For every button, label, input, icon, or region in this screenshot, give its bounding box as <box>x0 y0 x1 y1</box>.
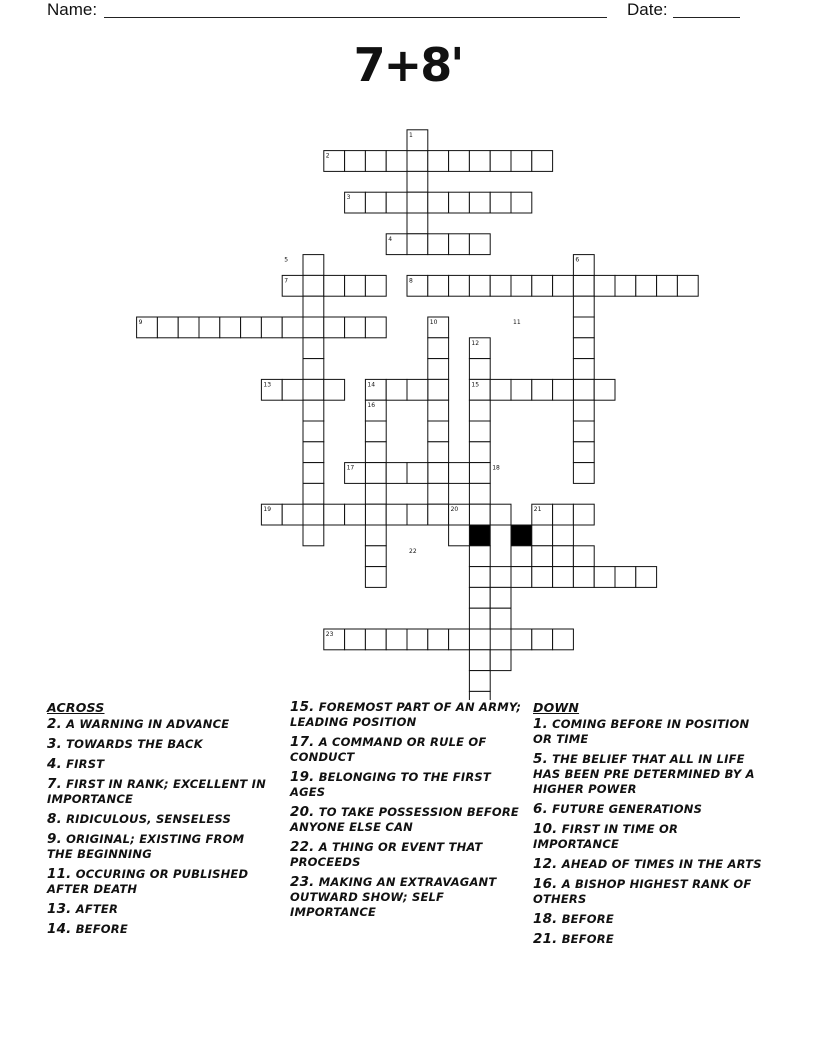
grid-cell[interactable] <box>303 442 324 463</box>
grid-cell[interactable] <box>407 213 428 234</box>
grid-cell[interactable] <box>469 421 490 442</box>
grid-cell[interactable] <box>553 275 574 296</box>
name-label: Name: <box>47 0 98 19</box>
clue-number: 20. <box>290 804 315 820</box>
grid-cell[interactable] <box>553 379 574 400</box>
grid-cell[interactable] <box>303 421 324 442</box>
grid-cell[interactable] <box>428 463 449 484</box>
clue-number: 7. <box>47 776 62 792</box>
clue-9 <box>47 832 272 862</box>
clue-number: 18. <box>533 911 558 927</box>
grid-cell[interactable] <box>386 463 407 484</box>
grid-cell[interactable] <box>220 317 241 338</box>
grid-cell[interactable] <box>178 317 199 338</box>
cell-number-20: 20 <box>450 506 459 514</box>
grid-cell[interactable] <box>490 587 511 608</box>
clue-text: A COMMAND OR RULE OF CONDUCT <box>290 735 487 764</box>
clue-number: 12. <box>533 856 558 872</box>
clue-3 <box>47 737 272 752</box>
grid-cell[interactable] <box>469 504 490 525</box>
grid-cell[interactable] <box>449 234 470 255</box>
cell-number-2: 2 <box>325 152 330 160</box>
clue-19 <box>290 770 525 800</box>
clue-text: BEFORE <box>557 932 614 946</box>
grid-cell[interactable] <box>407 463 428 484</box>
clue-10 <box>533 822 763 852</box>
grid-cell[interactable] <box>573 567 594 588</box>
clue-text: TO TAKE POSSESSION BEFORE ANYONE ELSE CAN <box>290 805 519 834</box>
grid-cell[interactable] <box>573 338 594 359</box>
grid-cell[interactable] <box>386 504 407 525</box>
grid-cell[interactable] <box>677 275 698 296</box>
grid-cell[interactable] <box>490 275 511 296</box>
grid-cell[interactable] <box>511 546 532 567</box>
grid-cell[interactable] <box>303 379 324 400</box>
grid-cell[interactable] <box>365 546 386 567</box>
cell-number-6: 6 <box>575 256 580 264</box>
clue-23 <box>290 875 525 920</box>
grid-cell[interactable] <box>615 275 636 296</box>
grid-cell[interactable] <box>261 317 282 338</box>
grid-cell[interactable] <box>532 379 553 400</box>
grid-cell[interactable] <box>532 275 553 296</box>
grid-cell[interactable] <box>345 317 366 338</box>
grid-cell[interactable] <box>365 421 386 442</box>
clue-number: 5. <box>533 751 548 767</box>
cell-number-5: 5 <box>284 256 289 264</box>
grid-cell[interactable] <box>365 463 386 484</box>
grid-cell[interactable] <box>428 338 449 359</box>
grid-cell[interactable] <box>449 525 470 546</box>
grid-cell[interactable] <box>303 255 324 276</box>
grid-cell[interactable] <box>303 275 324 296</box>
grid-cell[interactable] <box>469 483 490 504</box>
grid-cell[interactable] <box>386 629 407 650</box>
clue-text: A THING OR EVENT THAT PROCEEDS <box>290 840 483 869</box>
cell-number-21: 21 <box>533 506 542 514</box>
clue-1 <box>533 717 763 747</box>
clue-text: A WARNING IN ADVANCE <box>61 717 230 731</box>
grid-cell[interactable] <box>365 317 386 338</box>
clue-8 <box>47 812 272 827</box>
grid-cell[interactable] <box>428 442 449 463</box>
grid-cell[interactable] <box>428 379 449 400</box>
grid-cell[interactable] <box>511 151 532 172</box>
grid-cell[interactable] <box>303 483 324 504</box>
grid-cell[interactable] <box>365 629 386 650</box>
clues-column-1 <box>47 700 272 942</box>
grid-cell[interactable] <box>449 192 470 213</box>
clue-2 <box>47 717 272 732</box>
clue-7 <box>47 777 272 807</box>
grid-cell[interactable] <box>407 171 428 192</box>
grid-cell[interactable] <box>657 275 678 296</box>
grid-cell[interactable] <box>573 275 594 296</box>
grid-cell[interactable] <box>324 317 345 338</box>
grid-cell[interactable] <box>469 629 490 650</box>
clues-column-2 <box>290 700 525 925</box>
grid-cell[interactable] <box>365 275 386 296</box>
clue-21 <box>533 932 763 947</box>
cell-number-22: 22 <box>409 547 417 555</box>
grid-cell[interactable] <box>324 379 345 400</box>
grid-cell[interactable] <box>573 317 594 338</box>
clue-number: 1. <box>533 716 548 732</box>
clue-number: 9. <box>47 831 62 847</box>
grid-cell[interactable] <box>407 234 428 255</box>
clue-number: 22. <box>290 839 315 855</box>
grid-cell[interactable] <box>490 192 511 213</box>
grid-cell[interactable] <box>553 546 574 567</box>
grid-cell[interactable] <box>573 546 594 567</box>
clue-4 <box>47 757 272 772</box>
grid-cell[interactable] <box>469 650 490 671</box>
grid-cell[interactable] <box>490 608 511 629</box>
grid-cell[interactable] <box>511 192 532 213</box>
grid-cell[interactable] <box>511 379 532 400</box>
clue-number: 6. <box>533 801 548 817</box>
cell-number-23: 23 <box>325 631 334 638</box>
clue-text: FIRST <box>61 757 105 771</box>
clue-number: 13. <box>47 901 72 917</box>
grid-cell[interactable] <box>573 296 594 317</box>
clue-20 <box>290 805 525 835</box>
grid-cell[interactable] <box>469 400 490 421</box>
grid-cell[interactable] <box>282 504 303 525</box>
grid-cell[interactable] <box>282 317 303 338</box>
grid-cell[interactable] <box>386 192 407 213</box>
grid-cell[interactable] <box>365 192 386 213</box>
grid-cell[interactable] <box>428 629 449 650</box>
grid-cell[interactable] <box>490 504 511 525</box>
grid-cell[interactable] <box>490 379 511 400</box>
clue-11 <box>47 867 272 897</box>
grid-cell[interactable] <box>303 296 324 317</box>
down-heading: DOWN <box>533 700 580 715</box>
clue-text: FIRST IN RANK; EXCELLENT IN IMPORTANCE <box>47 777 266 806</box>
grid-cell[interactable] <box>365 483 386 504</box>
clue-text: FUTURE GENERATIONS <box>547 802 703 816</box>
grid-cell[interactable] <box>594 567 615 588</box>
grid-cell[interactable] <box>303 463 324 484</box>
clue-text: ORIGINAL; EXISTING FROM THE BEGINNING <box>47 832 245 861</box>
grid-cell[interactable] <box>469 442 490 463</box>
grid-cell[interactable] <box>469 463 490 484</box>
grid-cell[interactable] <box>532 525 553 546</box>
grid-cell[interactable] <box>449 275 470 296</box>
cell-number-12: 12 <box>471 339 480 347</box>
grid-cell[interactable] <box>469 546 490 567</box>
clue-22 <box>290 840 525 870</box>
grid-cell[interactable] <box>490 151 511 172</box>
clue-text: A BISHOP HIGHEST RANK OF OTHERS <box>533 877 752 906</box>
clue-number: 19. <box>290 769 315 785</box>
clue-number: 15. <box>290 699 315 715</box>
cell-number-16: 16 <box>367 402 376 410</box>
grid-cell[interactable] <box>532 629 553 650</box>
grid-cell[interactable] <box>573 463 594 484</box>
grid-cell[interactable] <box>407 192 428 213</box>
grid-cell[interactable] <box>553 525 574 546</box>
grid-cell[interactable] <box>449 629 470 650</box>
clue-text: AFTER <box>71 902 119 916</box>
grid-cell[interactable] <box>511 629 532 650</box>
grid-cell[interactable] <box>553 629 574 650</box>
clue-number: 10. <box>533 821 558 837</box>
grid-cell[interactable] <box>469 275 490 296</box>
clue-text: BEFORE <box>557 912 614 926</box>
clue-15 <box>290 700 525 730</box>
grid-cell[interactable] <box>303 400 324 421</box>
grid-cell[interactable] <box>469 359 490 380</box>
cell-number-9: 9 <box>138 319 143 326</box>
grid-cell[interactable] <box>303 525 324 546</box>
grid-cell[interactable] <box>449 463 470 484</box>
clue-number: 2. <box>47 716 62 732</box>
clue-14 <box>47 922 272 937</box>
grid-cell[interactable] <box>469 671 490 692</box>
cell-number-11: 11 <box>513 319 521 326</box>
cell-number-8: 8 <box>409 277 413 285</box>
grid-cell[interactable] <box>303 504 324 525</box>
clue-text: OCCURING OR PUBLISHED AFTER DEATH <box>47 867 249 896</box>
clue-number: 21. <box>533 931 558 947</box>
grid-cell[interactable] <box>511 275 532 296</box>
grid-cell[interactable] <box>636 275 657 296</box>
across-heading: ACROSS <box>47 700 105 715</box>
grid-cell[interactable] <box>553 504 574 525</box>
grid-cell[interactable] <box>199 317 220 338</box>
grid-cell[interactable] <box>469 587 490 608</box>
grid-cell[interactable] <box>573 359 594 380</box>
grid-cell[interactable] <box>365 525 386 546</box>
clue-text: BELONGING TO THE FIRST AGES <box>290 770 491 799</box>
grid-cell[interactable] <box>303 338 324 359</box>
grid-cell[interactable] <box>386 379 407 400</box>
clue-number: 4. <box>47 756 62 772</box>
grid-cell[interactable] <box>490 567 511 588</box>
grid-cell[interactable] <box>365 151 386 172</box>
grid-cell[interactable] <box>573 442 594 463</box>
clue-text: TOWARDS THE BACK <box>61 737 203 751</box>
cell-number-3: 3 <box>346 194 351 202</box>
grid-cell[interactable] <box>532 567 553 588</box>
grid-cell[interactable] <box>532 546 553 567</box>
cell-number-14: 14 <box>367 381 376 389</box>
clue-number: 14. <box>47 921 72 937</box>
grid-cell[interactable] <box>573 421 594 442</box>
cell-number-13: 13 <box>263 381 272 389</box>
grid-cell[interactable] <box>386 151 407 172</box>
cell-number-19: 19 <box>263 506 272 514</box>
clue-text: RIDICULOUS, SENSELESS <box>61 812 231 826</box>
black-cell <box>511 525 532 546</box>
grid-cell[interactable] <box>469 192 490 213</box>
grid-cell[interactable] <box>469 567 490 588</box>
cell-number-1: 1 <box>409 131 413 139</box>
clue-text: THE BELIEF THAT ALL IN LIFE HAS BEEN PRE DETERMINED BY A HIGHER POWER <box>533 752 755 796</box>
grid-cell[interactable] <box>428 275 449 296</box>
grid-cell[interactable] <box>553 567 574 588</box>
grid-cell[interactable] <box>407 629 428 650</box>
grid-cell[interactable] <box>282 379 303 400</box>
grid-cell[interactable] <box>469 608 490 629</box>
clue-number: 3. <box>47 736 62 752</box>
grid-cell[interactable] <box>469 234 490 255</box>
grid-cell[interactable] <box>573 379 594 400</box>
grid-cell[interactable] <box>407 151 428 172</box>
grid-cell[interactable] <box>490 650 511 671</box>
clue-text: COMING BEFORE IN POSITION OR TIME <box>533 717 750 746</box>
grid-cell[interactable] <box>324 504 345 525</box>
grid-cell[interactable] <box>428 151 449 172</box>
clue-16 <box>533 877 763 907</box>
grid-cell[interactable] <box>428 192 449 213</box>
grid-cell[interactable] <box>573 504 594 525</box>
grid-cell[interactable] <box>324 275 345 296</box>
grid-cell[interactable] <box>365 567 386 588</box>
grid-cell[interactable] <box>428 400 449 421</box>
grid-cell[interactable] <box>636 567 657 588</box>
grid-cell[interactable] <box>345 504 366 525</box>
clue-number: 16. <box>533 876 558 892</box>
grid-cell[interactable] <box>511 567 532 588</box>
clues-column-3 <box>533 700 763 952</box>
grid-cell[interactable] <box>365 504 386 525</box>
cell-number-4: 4 <box>388 235 393 243</box>
clue-text: FIRST IN TIME OR IMPORTANCE <box>533 822 679 851</box>
grid-cell[interactable] <box>428 234 449 255</box>
clue-text: AHEAD OF TIMES IN THE ARTS <box>557 857 762 871</box>
clue-5 <box>533 752 763 797</box>
grid-cell[interactable] <box>303 317 324 338</box>
grid-cell[interactable] <box>428 483 449 504</box>
grid-cell[interactable] <box>428 359 449 380</box>
cell-number-17: 17 <box>346 464 355 472</box>
grid-cell[interactable] <box>469 151 490 172</box>
grid-cell[interactable] <box>303 359 324 380</box>
clue-number: 23. <box>290 874 315 890</box>
cell-number-10: 10 <box>429 319 438 326</box>
grid-cell[interactable] <box>407 504 428 525</box>
date-label: Date: <box>627 0 668 19</box>
grid-cell[interactable] <box>428 504 449 525</box>
clue-12 <box>533 857 763 872</box>
clue-text: FOREMOST PART OF AN ARMY; LEADING POSITION <box>290 700 522 729</box>
grid-cell[interactable] <box>345 275 366 296</box>
clue-13 <box>47 902 272 917</box>
black-cell <box>469 525 490 546</box>
cell-number-15: 15 <box>471 381 480 389</box>
clue-number: 17. <box>290 734 315 750</box>
puzzle-title: 7+8' <box>353 38 463 92</box>
clue-18 <box>533 912 763 927</box>
grid-cell[interactable] <box>365 442 386 463</box>
grid-cell[interactable] <box>449 151 470 172</box>
grid-cell[interactable] <box>428 421 449 442</box>
grid-cell[interactable] <box>615 567 636 588</box>
cell-number-18: 18 <box>492 464 500 472</box>
clue-number: 8. <box>47 811 62 827</box>
grid-cell[interactable] <box>532 151 553 172</box>
grid-cell[interactable] <box>157 317 178 338</box>
grid-cell[interactable] <box>594 379 615 400</box>
cell-number-7: 7 <box>284 277 289 285</box>
clue-6 <box>533 802 763 817</box>
grid-cell[interactable] <box>241 317 262 338</box>
grid-cell[interactable] <box>407 379 428 400</box>
grid-cell[interactable] <box>573 400 594 421</box>
clue-number: 11. <box>47 866 72 882</box>
clue-17 <box>290 735 525 765</box>
grid-cell[interactable] <box>594 275 615 296</box>
clue-text: BEFORE <box>71 922 128 936</box>
grid-cell[interactable] <box>345 629 366 650</box>
grid-cell[interactable] <box>345 151 366 172</box>
grid-cell[interactable] <box>469 691 490 700</box>
clue-text: MAKING AN EXTRAVAGANT OUTWARD SHOW; SELF IMPORTANCE <box>290 875 497 919</box>
